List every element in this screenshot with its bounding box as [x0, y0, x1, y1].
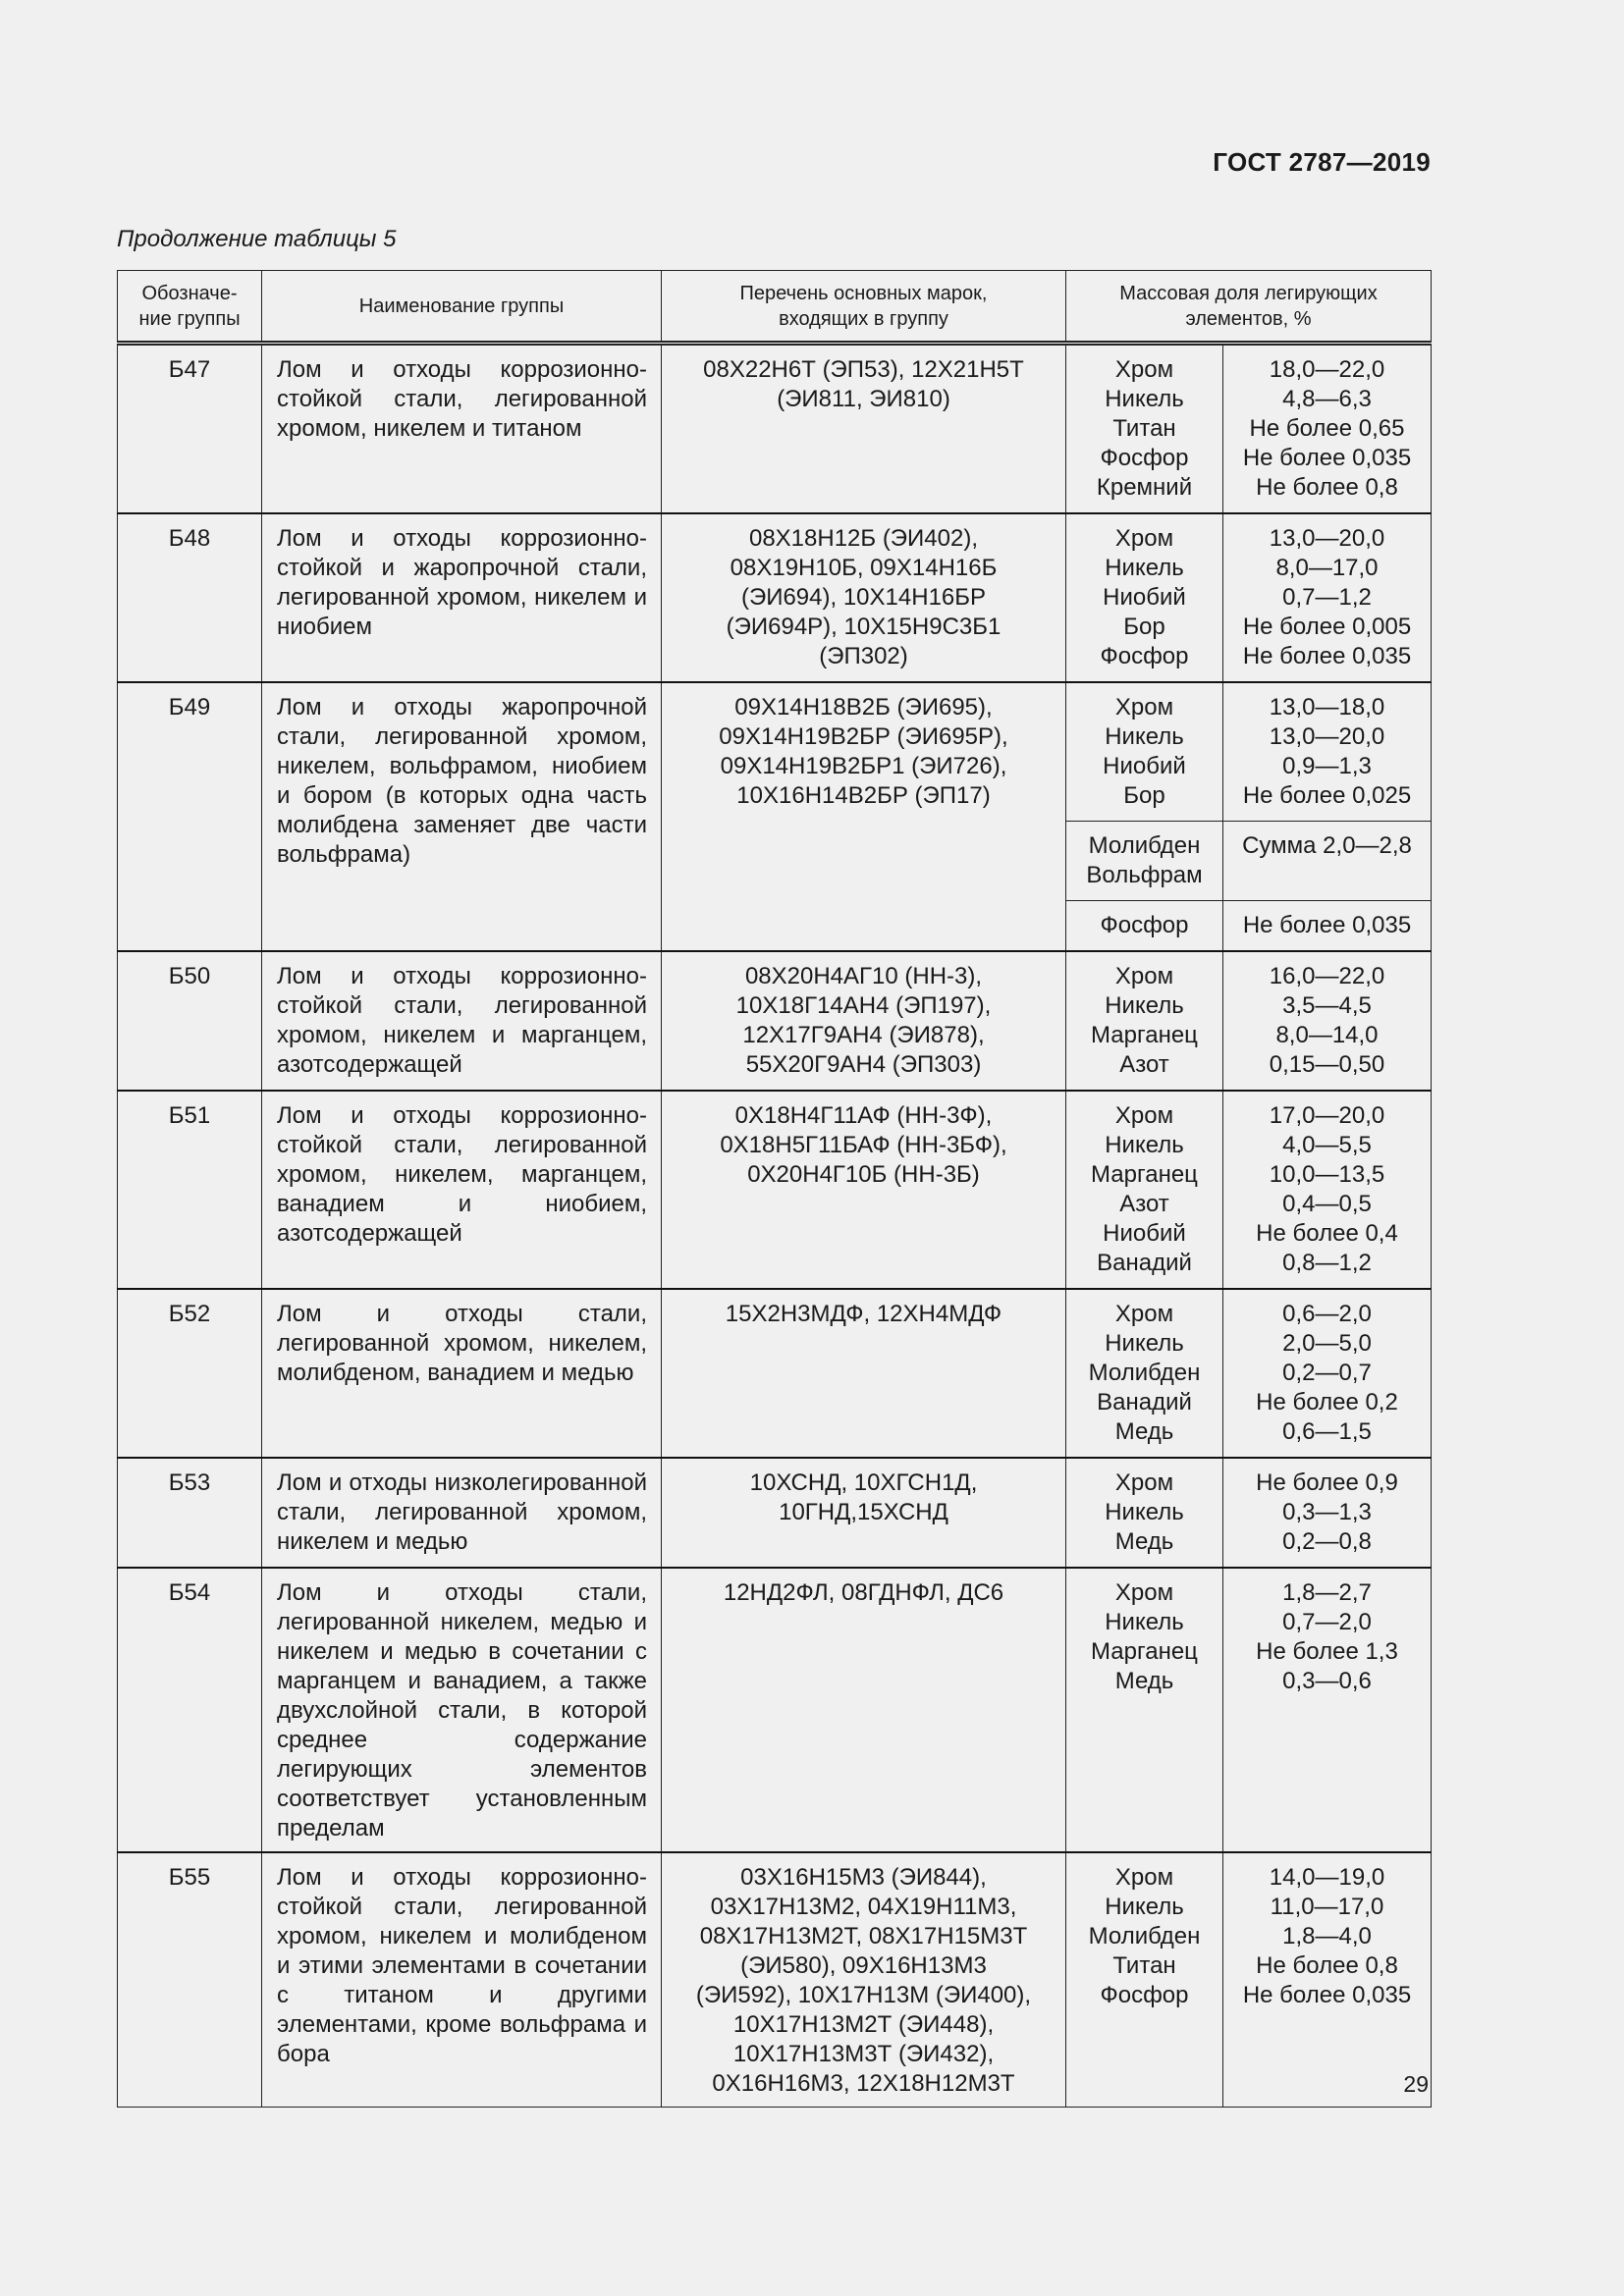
element-name: Медь: [1114, 1418, 1174, 1445]
element-value: 1,8—4,0: [1282, 1923, 1372, 1949]
grade-line: 0Х20Н4Г10Б (НН-3Б): [747, 1161, 980, 1188]
elements-cell: [1066, 682, 1223, 822]
grade-line: 08Х22Н6Т (ЭП53), 12Х21Н5Т: [703, 356, 1024, 383]
grade-line: 12НД2ФЛ, 08ГДНФЛ, ДС6: [723, 1579, 1004, 1606]
group-name: Лом и отходы коррозионно-стойкой и жаропрочной стали, легированной хромом, никелем и ниобием: [262, 513, 662, 682]
element-value: 0,6—2,0: [1282, 1301, 1372, 1327]
element-name: Бор: [1123, 614, 1165, 640]
element-name: Хром: [1114, 694, 1174, 721]
element-value: 0,7—1,2: [1282, 584, 1372, 611]
element-value: 16,0—22,0: [1269, 963, 1385, 989]
elements-cell: [1066, 1289, 1223, 1458]
element-value: 17,0—20,0: [1269, 1102, 1385, 1129]
element-name: Никель: [1105, 1132, 1184, 1158]
grade-line: 0Х18Н5Г11БАФ (НН-3БФ),: [720, 1132, 1007, 1158]
element-value: 14,0—19,0: [1269, 1864, 1385, 1891]
element-value: 0,15—0,50: [1269, 1051, 1385, 1078]
grade-line: 08Х20Н4АГ10 (НН-3),: [744, 963, 983, 989]
values-cell: [1223, 344, 1432, 514]
element-name: Никель: [1105, 1330, 1184, 1357]
grade-line: 10Х16Н14В2БР (ЭП17): [736, 782, 991, 809]
element-name: Марганец: [1091, 1638, 1198, 1665]
element-value: Не более 0,035: [1242, 1982, 1412, 2008]
values-cell: [1223, 901, 1432, 952]
element-value: 0,9—1,3: [1282, 753, 1372, 779]
grade-line: (ЭИ580), 09Х16Н13М3: [740, 1952, 987, 1979]
group-name: Лом и отходы жаропрочной стали, легированной хромом, никелем, вольфрамом, ниобием и бором (в которых одна часть молибдена заменяет две части вольфрама): [262, 682, 662, 951]
element-name: Молибден: [1088, 1360, 1201, 1386]
values-cell: [1223, 1458, 1432, 1568]
grade-line: (ЭИ811, ЭИ810): [777, 386, 950, 412]
grade-line: 0Х16Н16М3, 12Х18Н12М3Т: [712, 2070, 1015, 2097]
header-grades: Перечень основных марок, входящих в группу: [662, 271, 1066, 344]
element-name: Хром: [1114, 356, 1174, 383]
grade-line: (ЭП302): [819, 643, 908, 669]
elements-cell: [1066, 344, 1223, 514]
group-grades: [662, 513, 1066, 682]
elements-cell: [1066, 513, 1223, 682]
element-value: 1,8—2,7: [1282, 1579, 1372, 1606]
element-value: 8,0—14,0: [1275, 1022, 1379, 1048]
element-value: 3,5—4,5: [1282, 992, 1372, 1019]
element-name: Фосфор: [1100, 1982, 1189, 2008]
element-value: Не более 1,3: [1256, 1638, 1398, 1665]
element-name: Никель: [1105, 555, 1184, 581]
elements-cell: [1066, 1091, 1223, 1289]
grades-table: [117, 270, 1432, 2108]
element-name: Марганец: [1091, 1161, 1198, 1188]
grade-line: 12Х17Г9АН4 (ЭИ878),: [742, 1022, 985, 1048]
element-name: Вольфрам: [1086, 862, 1203, 888]
element-name: Хром: [1114, 1864, 1174, 1891]
header-name: Наименование группы: [262, 271, 662, 344]
element-value: 0,2—0,7: [1282, 1360, 1372, 1386]
group-grades: [662, 344, 1066, 514]
element-value: Сумма 2,0—2,8: [1242, 832, 1412, 859]
table-row: [118, 1091, 1432, 1289]
table-row: [118, 951, 1432, 1091]
grade-line: 55Х20Г9АН4 (ЭП303): [745, 1051, 982, 1078]
grade-line: 03Х17Н13М2, 04Х19Н11М3,: [710, 1894, 1017, 1920]
values-cell: [1223, 1852, 1432, 2108]
element-value: 0,8—1,2: [1282, 1250, 1372, 1276]
element-value: Не более 0,035: [1242, 643, 1412, 669]
values-cell: [1223, 822, 1432, 901]
element-value: 10,0—13,5: [1269, 1161, 1385, 1188]
element-value: 11,0—17,0: [1270, 1894, 1384, 1920]
element-name: Хром: [1114, 1579, 1174, 1606]
element-value: 13,0—20,0: [1269, 723, 1385, 750]
group-name: Лом и отходы низколегированной стали, легированной хромом, никелем и медью: [262, 1458, 662, 1568]
element-value: Не более 0,4: [1256, 1220, 1398, 1247]
element-value: 4,0—5,5: [1282, 1132, 1372, 1158]
element-name: Никель: [1105, 1609, 1184, 1635]
element-name: Фосфор: [1100, 643, 1189, 669]
group-grades: [662, 1289, 1066, 1458]
grade-line: 10ГНД,15ХСНД: [779, 1499, 948, 1525]
element-value: 0,6—1,5: [1282, 1418, 1372, 1445]
table-row: [118, 682, 1432, 822]
element-value: 2,0—5,0: [1282, 1330, 1372, 1357]
group-code: Б50: [118, 951, 262, 1091]
element-value: 0,2—0,8: [1282, 1528, 1372, 1555]
grade-line: 08Х17Н13М2Т, 08Х17Н15М3Т: [699, 1923, 1028, 1949]
elements-cell: [1066, 951, 1223, 1091]
group-code: Б55: [118, 1852, 262, 2108]
element-value: Не более 0,65: [1249, 415, 1405, 442]
element-value: Не более 0,035: [1242, 445, 1412, 471]
group-code: Б49: [118, 682, 262, 951]
element-value: 0,3—0,6: [1282, 1668, 1372, 1694]
group-code: Б53: [118, 1458, 262, 1568]
group-name: Лом и отходы стали, легированной хромом, никелем, молибденом, ванадием и медью: [262, 1289, 662, 1458]
values-cell: [1223, 1289, 1432, 1458]
grade-line: 15Х2Н3МДФ, 12ХН4МДФ: [725, 1301, 1002, 1327]
element-value: Не более 0,8: [1256, 1952, 1398, 1979]
element-name: Марганец: [1091, 1022, 1198, 1048]
element-name: Молибден: [1088, 832, 1201, 859]
page-number: 29: [1403, 2071, 1429, 2097]
values-cell: [1223, 682, 1432, 822]
grade-line: (ЭИ694), 10Х14Н16БР: [740, 584, 987, 611]
element-value: 4,8—6,3: [1282, 386, 1372, 412]
group-grades: [662, 682, 1066, 951]
grade-line: 10Х17Н13М2Т (ЭИ448),: [732, 2011, 995, 2038]
values-cell: [1223, 951, 1432, 1091]
element-name: Никель: [1105, 1499, 1184, 1525]
element-name: Ниобий: [1103, 1220, 1186, 1247]
group-grades: [662, 1458, 1066, 1568]
element-value: 18,0—22,0: [1269, 356, 1385, 383]
element-value: Не более 0,005: [1242, 614, 1412, 640]
element-name: Азот: [1119, 1051, 1169, 1078]
group-code: Б47: [118, 344, 262, 514]
element-value: 0,7—2,0: [1282, 1609, 1372, 1635]
element-value: 8,0—17,0: [1275, 555, 1379, 581]
element-name: Кремний: [1096, 474, 1193, 501]
element-name: Ванадий: [1097, 1250, 1192, 1276]
element-name: Медь: [1114, 1528, 1174, 1555]
grade-line: 08Х19Н10Б, 09Х14Н16Б: [730, 555, 998, 581]
element-name: Никель: [1105, 386, 1184, 412]
element-name: Хром: [1114, 1301, 1174, 1327]
elements-cell: [1066, 1852, 1223, 2108]
group-name: Лом и отходы коррозионно-стойкой стали, легированной хромом, никелем и молибденом и этими элементами в сочетании с титаном и другими элементами, кроме вольфрама и бора: [262, 1852, 662, 2108]
element-name: Ванадий: [1097, 1389, 1192, 1415]
grade-line: 09Х14Н19В2БР (ЭИ695Р),: [719, 723, 1008, 750]
elements-cell: [1066, 1458, 1223, 1568]
group-code: Б52: [118, 1289, 262, 1458]
element-name: Ниобий: [1103, 584, 1186, 611]
element-name: Титан: [1112, 1952, 1176, 1979]
element-value: Не более 0,9: [1256, 1469, 1398, 1496]
group-grades: [662, 1091, 1066, 1289]
group-grades: [662, 1568, 1066, 1852]
group-name: Лом и отходы стали, легированной никелем, медью и никелем и медью в сочетании с марганцем и ванадием, а также двухслойной стали, в которой среднее содержание легирующих элементов соответствует установленным пределам: [262, 1568, 662, 1852]
element-name: Никель: [1105, 992, 1184, 1019]
table-row: [118, 1568, 1432, 1852]
element-value: Не более 0,025: [1242, 782, 1412, 809]
elements-cell: [1066, 1568, 1223, 1852]
group-grades: [662, 951, 1066, 1091]
table-row: [118, 1458, 1432, 1568]
element-value: Не более 0,8: [1256, 474, 1398, 501]
values-cell: [1223, 513, 1432, 682]
element-name: Хром: [1114, 1102, 1174, 1129]
grade-line: 09Х14Н19В2БР1 (ЭИ726),: [720, 753, 1007, 779]
table-row: [118, 1289, 1432, 1458]
grade-line: 09Х14Н18В2Б (ЭИ695),: [734, 694, 993, 721]
element-name: Хром: [1114, 963, 1174, 989]
header-code: Обозначе- ние группы: [118, 271, 262, 344]
element-name: Никель: [1105, 723, 1184, 750]
group-name: Лом и отходы коррозионно-стойкой стали, легированной хромом, никелем и марганцем, азотсодержащей: [262, 951, 662, 1091]
group-grades: [662, 1852, 1066, 2108]
grade-line: 10Х17Н13М3Т (ЭИ432),: [732, 2041, 995, 2067]
element-name: Молибден: [1088, 1923, 1201, 1949]
table-header-row: [118, 271, 1432, 344]
element-name: Медь: [1114, 1668, 1174, 1694]
group-name: Лом и отходы коррозионно-стойкой стали, легированной хромом, никелем, марганцем, ванадием и ниобием, азотсодержащей: [262, 1091, 662, 1289]
grade-line: 10ХСНД, 10ХГСН1Д,: [749, 1469, 978, 1496]
group-code: Б48: [118, 513, 262, 682]
grade-line: (ЭИ592), 10Х17Н13М (ЭИ400),: [695, 1982, 1032, 2008]
table-row: [118, 513, 1432, 682]
element-name: Фосфор: [1100, 445, 1189, 471]
element-name: Хром: [1114, 1469, 1174, 1496]
grade-line: 03Х16Н15М3 (ЭИ844),: [740, 1864, 987, 1891]
element-name: Титан: [1112, 415, 1176, 442]
element-value: 0,4—0,5: [1282, 1191, 1372, 1217]
header-composition: Массовая доля легирующих элементов, %: [1066, 271, 1432, 344]
element-value: 0,3—1,3: [1282, 1499, 1372, 1525]
elements-cell: [1066, 822, 1223, 901]
element-value: 13,0—20,0: [1269, 525, 1385, 552]
element-name: Ниобий: [1103, 753, 1186, 779]
element-value: Не более 0,035: [1242, 912, 1412, 938]
grade-line: 08Х18Н12Б (ЭИ402),: [748, 525, 979, 552]
element-name: Никель: [1105, 1894, 1184, 1920]
table-caption: Продолжение таблицы 5: [117, 226, 397, 252]
grade-line: 10Х18Г14АН4 (ЭП197),: [735, 992, 992, 1019]
group-name: Лом и отходы коррозионно-стойкой стали, легированной хромом, никелем и титаном: [262, 344, 662, 514]
document-code: ГОСТ 2787—2019: [1213, 147, 1431, 177]
element-name: Фосфор: [1100, 912, 1189, 938]
group-code: Б51: [118, 1091, 262, 1289]
table-row: [118, 344, 1432, 514]
element-name: Азот: [1119, 1191, 1169, 1217]
element-value: 13,0—18,0: [1269, 694, 1385, 721]
group-code: Б54: [118, 1568, 262, 1852]
values-cell: [1223, 1091, 1432, 1289]
element-name: Хром: [1114, 525, 1174, 552]
element-name: Бор: [1123, 782, 1165, 809]
element-value: Не более 0,2: [1256, 1389, 1398, 1415]
grade-line: (ЭИ694Р), 10Х15Н9С3Б1: [726, 614, 1001, 640]
values-cell: [1223, 1568, 1432, 1852]
table-row: [118, 1852, 1432, 2108]
elements-cell: [1066, 901, 1223, 952]
grade-line: 0Х18Н4Г11АФ (НН-3Ф),: [734, 1102, 993, 1129]
